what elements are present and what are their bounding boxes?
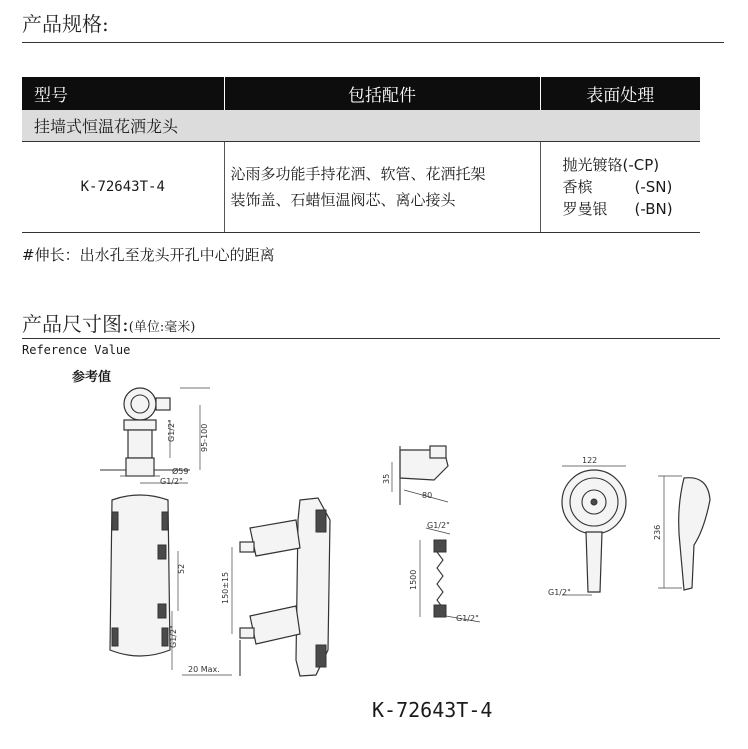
label-thread-d: G1/2" bbox=[427, 521, 450, 530]
parts-line-1: 沁雨多功能手持花洒、软管、花洒托架 bbox=[230, 165, 486, 183]
label-thread-a: G1/2" bbox=[167, 419, 176, 442]
label-122: 122 bbox=[582, 456, 598, 465]
finish-code: (-SN) bbox=[634, 178, 673, 196]
finish-name: 抛光镀铬 bbox=[562, 156, 623, 174]
wall-bracket-view bbox=[392, 446, 448, 505]
unit-note: (单位:毫米) bbox=[128, 320, 196, 335]
label-150: 150±15 bbox=[221, 571, 230, 604]
parts-line-2: 装饰盖、石蜡恒温阀芯、离心接头 bbox=[230, 191, 456, 209]
group-label: 挂墙式恒温花洒龙头 bbox=[22, 110, 700, 142]
dimension-title-text: 产品尺寸图: bbox=[22, 312, 129, 336]
spec-title-text: 产品规格: bbox=[22, 12, 109, 36]
model-caption: K-72643T-4 bbox=[372, 698, 493, 722]
hose-view bbox=[420, 528, 480, 622]
label-20max: 20 Max. bbox=[188, 665, 220, 674]
finish-code: (-CP) bbox=[622, 156, 660, 174]
valve-side-view bbox=[232, 498, 330, 676]
header-model: 型号 bbox=[22, 77, 224, 110]
label-thread-c: G1/2" bbox=[169, 625, 178, 648]
reference-label-cn: 参考值 bbox=[72, 370, 112, 385]
label-1500: 1500 bbox=[409, 569, 418, 590]
label-thread-e: G1/2" bbox=[456, 614, 479, 623]
finish-name: 香槟 bbox=[562, 178, 593, 196]
label-80: 80 bbox=[422, 491, 433, 500]
label-35: 35 bbox=[382, 473, 391, 484]
header-parts: 包括配件 bbox=[224, 77, 540, 110]
reference-label-en: Reference Value bbox=[22, 343, 131, 357]
label-52: 52 bbox=[177, 563, 186, 574]
label-dia: Ø59 bbox=[172, 467, 189, 476]
finish-name: 罗曼银 bbox=[562, 200, 608, 218]
hand-shower-side-view bbox=[658, 476, 710, 590]
header-finish: 表面处理 bbox=[540, 77, 700, 110]
label-236: 236 bbox=[653, 524, 662, 540]
label-range-a: 95-100 bbox=[200, 423, 209, 452]
label-thread-b: G1/2" bbox=[160, 477, 183, 486]
model-cell: K-72643T-4 bbox=[22, 142, 224, 233]
hand-shower-front-view bbox=[562, 466, 626, 595]
valve-top-view bbox=[100, 388, 210, 483]
finish-code: (-BN) bbox=[634, 200, 673, 218]
label-thread-f: G1/2" bbox=[548, 588, 571, 597]
extension-footnote: #伸长：出水孔至龙头开孔中心的距离 bbox=[22, 246, 275, 264]
